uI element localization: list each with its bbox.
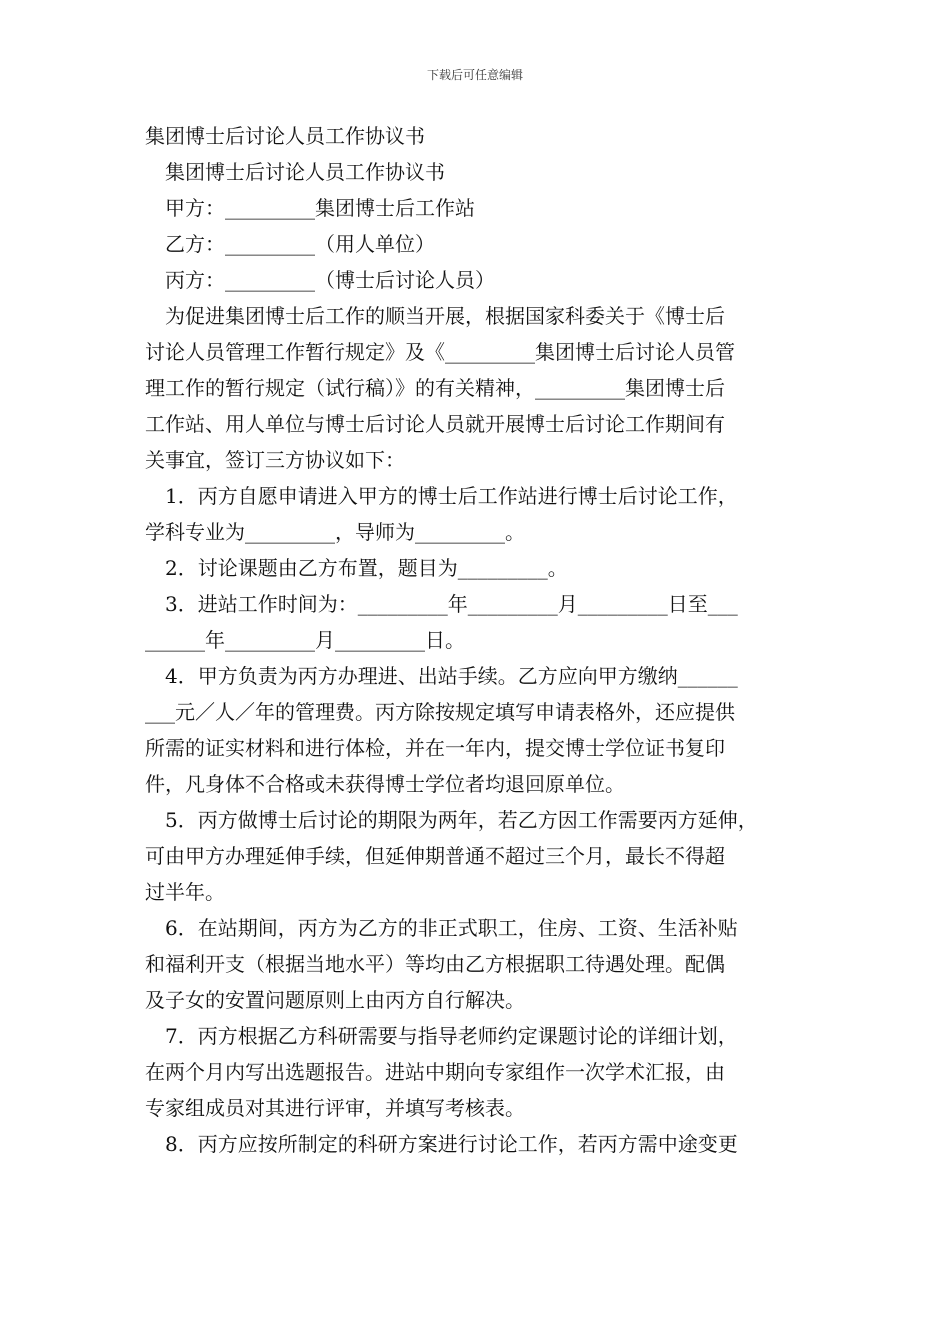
clause-line: 5．丙方做博士后讨论的期限为两年，若乙方因工作需要丙方延伸，: [165, 808, 758, 832]
party-c-line: 丙方：_________（博士后讨论人员）: [165, 268, 495, 292]
clause-line: 可由甲方办理延伸手续，但延伸期普通不超过三个月，最长不得超: [145, 844, 725, 868]
clause-line: 7．丙方根据乙方科研需要与指导老师约定课题讨论的详细计划，: [165, 1024, 738, 1048]
intro-paragraph: [145, 298, 810, 478]
clause-5: [145, 802, 810, 910]
clause-2: [145, 550, 810, 586]
clause-line: 在两个月内写出选题报告。进站中期向专家组作一次学术汇报，由: [145, 1060, 725, 1084]
clause-3: [145, 586, 810, 658]
clause-line: 所需的证实材料和进行体检，并在一年内，提交博士学位证书复印: [145, 736, 725, 760]
document-title: 集团博士后讨论人员工作协议书: [145, 124, 425, 148]
clause-line: 1．丙方自愿申请进入甲方的博士后工作站进行博士后讨论工作，: [165, 484, 738, 508]
intro-line: 工作站、用人单位与博士后讨论人员就开展博士后讨论工作期间有: [145, 412, 725, 436]
page-header-note: 下载后可任意编辑: [426, 68, 523, 82]
intro-line: 理工作的暂行规定（试行稿）》的有关精神，_________集团博士后: [145, 376, 725, 400]
clause-line: ___元／人／年的管理费。丙方除按规定填写申请表格外，还应提供: [145, 700, 735, 724]
clause-line: 及子女的安置问题原则上由丙方自行解决。: [145, 988, 525, 1012]
clause-6: [145, 910, 810, 1018]
clause-line: 专家组成员对其进行评审，并填写考核表。: [145, 1096, 525, 1120]
intro-line: 关事宜，签订三方协议如下：: [145, 448, 405, 472]
document-body: [145, 118, 810, 1162]
clause-line: 3．进站工作时间为：_________年_________月_________日至___: [165, 592, 738, 616]
clause-4: [145, 658, 810, 802]
clause-line: 和福利开支（根据当地水平）等均由乙方根据职工待遇处理。配偶: [145, 952, 725, 976]
clause-line: 6．在站期间，丙方为乙方的非正式职工，住房、工资、生活补贴: [165, 916, 738, 940]
party-b-line: 乙方：_________（用人单位）: [165, 232, 435, 256]
clause-line: ______年_________月_________日。: [145, 628, 465, 652]
document-subtitle: 集团博士后讨论人员工作协议书: [165, 160, 445, 184]
clause-line: 学科专业为_________，导师为_________。: [145, 520, 525, 544]
clause-8: [145, 1126, 810, 1162]
clause-line: 2．讨论课题由乙方布置，题目为_________。: [165, 556, 568, 580]
clause-line: 过半年。: [145, 880, 225, 904]
clause-line: 件，凡身体不合格或未获得博士学位者均退回原单位。: [145, 772, 625, 796]
clause-1: [145, 478, 810, 550]
party-a-line: 甲方：_________集团博士后工作站: [165, 196, 475, 220]
clause-7: [145, 1018, 810, 1126]
intro-line: 为促进集团博士后工作的顺当开展，根据国家科委关于《博士后: [165, 304, 725, 328]
clause-line: 4．甲方负责为丙方办理进、出站手续。乙方应向甲方缴纳______: [165, 664, 738, 688]
clause-line: 8．丙方应按所制定的科研方案进行讨论工作，若丙方需中途变更: [165, 1132, 738, 1156]
intro-line: 讨论人员管理工作暂行规定》及《_________集团博士后讨论人员管: [145, 340, 735, 364]
